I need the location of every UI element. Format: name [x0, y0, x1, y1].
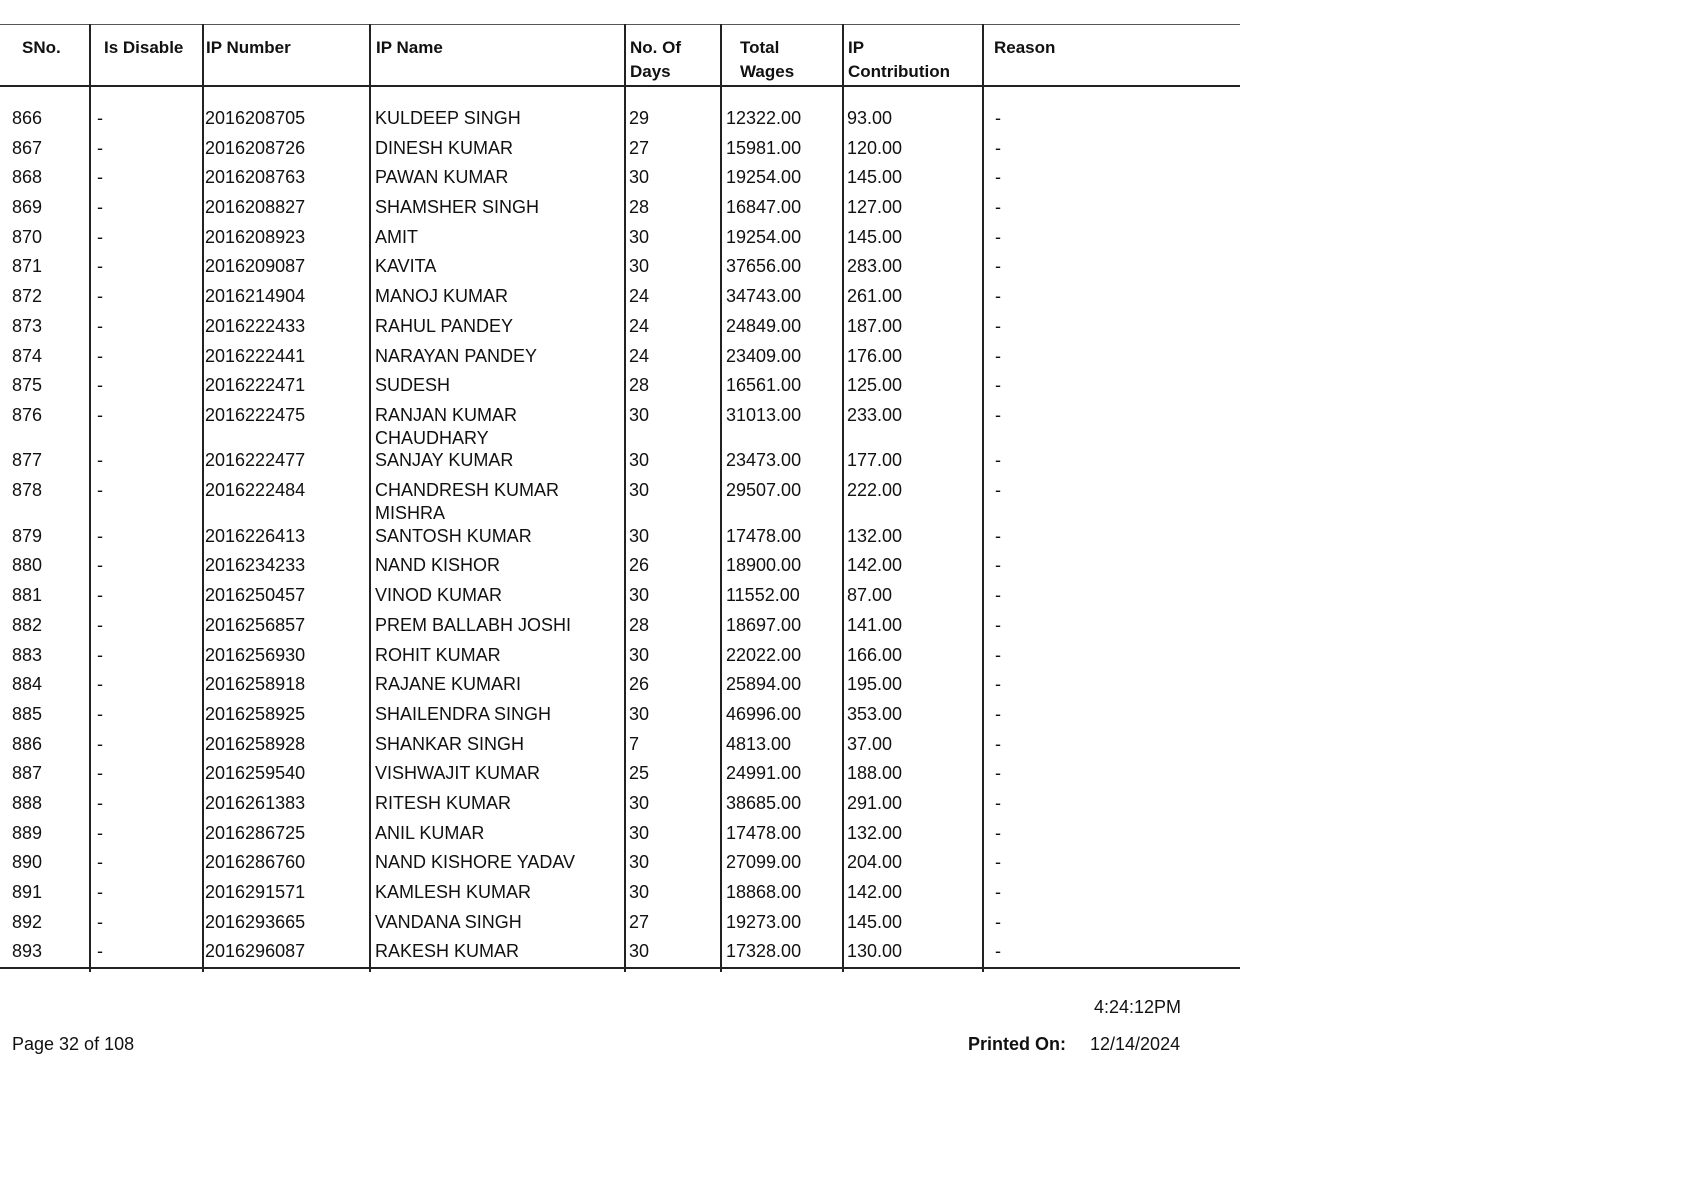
- cell-total-wages: 16561.00: [726, 375, 802, 396]
- cell-days: 27: [629, 137, 650, 158]
- cell-total-wages: 27099.00: [726, 852, 802, 873]
- cell-reason: -: [995, 614, 1001, 635]
- cell-ip-contribution: 120.00: [847, 137, 903, 158]
- cell-ip-name: VINOD KUMAR: [375, 585, 503, 606]
- cell-days: 26: [629, 674, 650, 695]
- cell-ip-contribution: 177.00: [847, 450, 903, 471]
- cell-days: 30: [629, 822, 650, 843]
- table-row: [0, 819, 1240, 849]
- cell-is-disable: -: [97, 733, 103, 754]
- cell-days: 24: [629, 315, 650, 336]
- cell-reason: -: [995, 555, 1001, 576]
- cell-sno: 884: [12, 674, 43, 695]
- table-row: [0, 551, 1240, 581]
- header-sno: SNo.: [22, 38, 61, 57]
- cell-ip-contribution: 145.00: [847, 167, 903, 188]
- cell-total-wages: 23473.00: [726, 450, 802, 471]
- cell-total-wages: 46996.00: [726, 703, 802, 724]
- cell-total-wages: 23409.00: [726, 345, 802, 366]
- cell-ip-contribution: 291.00: [847, 792, 903, 813]
- cell-days: 30: [629, 792, 650, 813]
- cell-sno: 866: [12, 108, 43, 128]
- cell-total-wages: 31013.00: [726, 404, 802, 425]
- cell-is-disable: -: [97, 404, 103, 425]
- cell-reason: -: [995, 822, 1001, 843]
- cell-ip-contribution: 142.00: [847, 882, 903, 902]
- cell-total-wages: 22022.00: [726, 644, 802, 665]
- cell-ip-name: NAND KISHORE YADAV: [375, 852, 576, 873]
- print-date: 12/14/2024: [1090, 1034, 1181, 1054]
- cell-reason: -: [995, 941, 1001, 962]
- table-row: [0, 371, 1240, 401]
- cell-ip-name: RITESH KUMAR: [375, 792, 512, 813]
- cell-ip-number: 2016214904: [205, 286, 306, 307]
- cell-days: 7: [629, 733, 640, 754]
- table-row: [0, 522, 1240, 552]
- cell-is-disable: -: [97, 480, 103, 501]
- cell-sno: 867: [12, 137, 43, 158]
- cell-sno: 888: [12, 792, 43, 813]
- cell-ip-contribution: 132.00: [847, 822, 903, 843]
- cell-ip-contribution: 125.00: [847, 375, 903, 396]
- cell-days: 30: [629, 703, 650, 724]
- cell-total-wages: 29507.00: [726, 480, 802, 501]
- header-wages-line1: Total: [740, 38, 780, 57]
- cell-ip-number: 2016258918: [205, 674, 306, 695]
- cell-ip-number: 2016222441: [205, 345, 306, 366]
- cell-ip-number: 2016208763: [205, 167, 306, 188]
- cell-total-wages: 15981.00: [726, 137, 802, 158]
- cell-ip-contribution: 145.00: [847, 911, 903, 932]
- cell-is-disable: -: [97, 197, 103, 218]
- cell-days: 30: [629, 585, 650, 606]
- cell-reason: -: [995, 792, 1001, 813]
- table-row: [0, 937, 1240, 967]
- cell-ip-name: SUDESH: [375, 375, 451, 396]
- table-row: [0, 878, 1240, 908]
- cell-days: 28: [629, 375, 650, 396]
- cell-reason: -: [995, 852, 1001, 873]
- cell-days: 30: [629, 450, 650, 471]
- cell-ip-name: AMIT: [375, 226, 418, 247]
- cell-total-wages: 34743.00: [726, 286, 802, 307]
- cell-ip-number: 2016286725: [205, 822, 306, 843]
- cell-days: 30: [629, 852, 650, 873]
- cell-sno: 883: [12, 644, 43, 665]
- table-row: [0, 282, 1240, 312]
- cell-ip-name: ANIL KUMAR: [375, 822, 485, 843]
- cell-is-disable: -: [97, 941, 103, 962]
- cell-ip-number: 2016222484: [205, 480, 306, 501]
- cell-sno: 878: [12, 480, 43, 501]
- cell-days: 25: [629, 763, 650, 784]
- header-days-line1: No. Of: [630, 38, 681, 57]
- header-contribution-line1: IP: [848, 38, 865, 57]
- cell-reason: -: [995, 315, 1001, 336]
- cell-ip-contribution: 166.00: [847, 644, 903, 665]
- cell-sno: 869: [12, 197, 43, 218]
- table-row: [0, 581, 1240, 611]
- cell-is-disable: -: [97, 315, 103, 336]
- cell-sno: 881: [12, 585, 43, 606]
- cell-reason: -: [995, 480, 1001, 501]
- cell-total-wages: 18868.00: [726, 882, 802, 902]
- table-row: [0, 312, 1240, 342]
- header-reason: Reason: [994, 38, 1056, 57]
- cell-ip-name: PAWAN KUMAR: [375, 167, 509, 188]
- header-wages-line2: Wages: [740, 62, 795, 81]
- cell-total-wages: 19254.00: [726, 226, 802, 247]
- printed-on-label: Printed On:: [968, 1034, 1066, 1054]
- cell-total-wages: 4813.00: [726, 733, 792, 754]
- cell-reason: -: [995, 733, 1001, 754]
- cell-ip-contribution: 141.00: [847, 614, 903, 635]
- cell-reason: -: [995, 197, 1001, 218]
- cell-ip-contribution: 261.00: [847, 286, 903, 307]
- cell-reason: -: [995, 703, 1001, 724]
- cell-sno: 875: [12, 375, 43, 396]
- cell-sno: 877: [12, 450, 43, 471]
- cell-ip-number: 2016208923: [205, 226, 306, 247]
- cell-sno: 891: [12, 882, 43, 902]
- table-row: [0, 163, 1240, 193]
- cell-sno: 880: [12, 555, 43, 576]
- cell-ip-contribution: 195.00: [847, 674, 903, 695]
- print-time: 4:24:12PM: [1094, 997, 1182, 1017]
- cell-reason: -: [995, 404, 1001, 425]
- cell-sno: 876: [12, 404, 43, 425]
- table-row: [0, 401, 1240, 447]
- cell-reason: -: [995, 763, 1001, 784]
- cell-is-disable: -: [97, 703, 103, 724]
- cell-ip-number: 2016286760: [205, 852, 306, 873]
- cell-sno: 892: [12, 911, 43, 932]
- cell-days: 24: [629, 345, 650, 366]
- table-row: [0, 446, 1240, 476]
- cell-sno: 887: [12, 763, 43, 784]
- cell-ip-name: SHAILENDRA SINGH: [375, 703, 552, 724]
- cell-total-wages: 24991.00: [726, 763, 802, 784]
- cell-reason: -: [995, 644, 1001, 665]
- cell-total-wages: 11552.00: [726, 585, 800, 606]
- cell-total-wages: 17478.00: [726, 525, 802, 546]
- cell-is-disable: -: [97, 555, 103, 576]
- cell-reason: -: [995, 525, 1001, 546]
- cell-ip-contribution: 176.00: [847, 345, 903, 366]
- cell-sno: 893: [12, 941, 43, 962]
- table-row: [0, 476, 1240, 522]
- cell-ip-name: KULDEEP SINGH: [375, 108, 521, 128]
- cell-total-wages: 17478.00: [726, 822, 802, 843]
- header-wages: [740, 24, 794, 85]
- cell-is-disable: -: [97, 108, 103, 128]
- cell-days: 30: [629, 644, 650, 665]
- cell-ip-name: SHAMSHER SINGH: [375, 197, 540, 218]
- table-row: [0, 342, 1240, 372]
- cell-total-wages: 25894.00: [726, 674, 802, 695]
- cell-ip-number: 2016258928: [205, 733, 306, 754]
- table-row: [0, 223, 1240, 253]
- cell-sno: 871: [12, 256, 43, 277]
- cell-ip-name: PREM BALLABH JOSHI: [375, 614, 572, 635]
- cell-ip-contribution: 283.00: [847, 256, 903, 277]
- cell-ip-name: KAMLESH KUMAR: [375, 882, 532, 902]
- cell-ip-contribution: 87.00: [847, 585, 893, 606]
- table-row: [0, 730, 1240, 760]
- cell-ip-name: RAKESH KUMAR: [375, 941, 520, 962]
- cell-days: 30: [629, 226, 650, 247]
- cell-ip-number: 2016258925: [205, 703, 306, 724]
- cell-sno: 889: [12, 822, 43, 843]
- cell-ip-number: 2016208705: [205, 108, 306, 128]
- table-bottom-border: [0, 967, 1240, 969]
- cell-days: 28: [629, 614, 650, 635]
- cell-is-disable: -: [97, 585, 103, 606]
- cell-total-wages: 19273.00: [726, 911, 802, 932]
- table-row: [0, 848, 1240, 878]
- cell-reason: -: [995, 226, 1001, 247]
- cell-ip-contribution: 204.00: [847, 852, 903, 873]
- cell-ip-contribution: 222.00: [847, 480, 903, 501]
- cell-is-disable: -: [97, 450, 103, 471]
- cell-ip-contribution: 353.00: [847, 703, 903, 724]
- cell-reason: -: [995, 345, 1001, 366]
- cell-days: 30: [629, 167, 650, 188]
- cell-is-disable: -: [97, 852, 103, 873]
- cell-total-wages: 38685.00: [726, 792, 802, 813]
- cell-is-disable: -: [97, 167, 103, 188]
- cell-days: 28: [629, 197, 650, 218]
- cell-days: 30: [629, 256, 650, 277]
- cell-is-disable: -: [97, 763, 103, 784]
- cell-is-disable: -: [97, 256, 103, 277]
- cell-is-disable: -: [97, 345, 103, 366]
- header-contribution: [848, 24, 950, 85]
- cell-sno: 886: [12, 733, 43, 754]
- cell-total-wages: 19254.00: [726, 167, 802, 188]
- cell-days: 29: [629, 108, 650, 128]
- cell-reason: -: [995, 375, 1001, 396]
- table-body: [0, 104, 1240, 967]
- table-row: [0, 611, 1240, 641]
- cell-sno: 879: [12, 525, 43, 546]
- cell-ip-contribution: 233.00: [847, 404, 903, 425]
- cell-reason: -: [995, 286, 1001, 307]
- header-days: [630, 24, 681, 85]
- page-indicator: Page 32 of 108: [12, 1034, 135, 1054]
- cell-sno: 882: [12, 614, 43, 635]
- header-bottom-border: [0, 85, 1240, 87]
- cell-ip-name: SHANKAR SINGH: [375, 733, 525, 754]
- cell-ip-number: 2016208827: [205, 197, 306, 218]
- cell-ip-number: 2016222433: [205, 315, 306, 336]
- cell-ip-contribution: 145.00: [847, 226, 903, 247]
- cell-ip-number: 2016234233: [205, 555, 306, 576]
- cell-reason: -: [995, 585, 1001, 606]
- cell-ip-number: 2016208726: [205, 137, 306, 158]
- cell-reason: -: [995, 137, 1001, 158]
- cell-is-disable: -: [97, 226, 103, 247]
- cell-days: 30: [629, 882, 650, 902]
- cell-total-wages: 37656.00: [726, 256, 802, 277]
- cell-reason: -: [995, 882, 1001, 902]
- table-row: [0, 134, 1240, 164]
- cell-ip-number: 2016261383: [205, 792, 306, 813]
- cell-ip-number: 2016259540: [205, 763, 306, 784]
- header-ip-name: IP Name: [376, 38, 443, 57]
- cell-ip-name: NARAYAN PANDEY: [375, 345, 538, 366]
- cell-reason: -: [995, 450, 1001, 471]
- cell-is-disable: -: [97, 375, 103, 396]
- cell-is-disable: -: [97, 644, 103, 665]
- cell-ip-number: 2016293665: [205, 911, 306, 932]
- header-contribution-line2: Contribution: [848, 62, 950, 81]
- cell-ip-contribution: 93.00: [847, 108, 893, 128]
- cell-ip-name: RANJAN KUMAR CHAUDHARY: [375, 404, 518, 448]
- cell-is-disable: -: [97, 614, 103, 635]
- cell-sno: 890: [12, 852, 43, 873]
- cell-total-wages: 18900.00: [726, 555, 802, 576]
- cell-is-disable: -: [97, 882, 103, 902]
- cell-sno: 874: [12, 345, 43, 366]
- cell-total-wages: 17328.00: [726, 941, 802, 962]
- cell-reason: -: [995, 911, 1001, 932]
- cell-ip-contribution: 187.00: [847, 315, 903, 336]
- cell-is-disable: -: [97, 822, 103, 843]
- cell-sno: 872: [12, 286, 43, 307]
- cell-ip-number: 2016222471: [205, 375, 306, 396]
- cell-ip-name: NAND KISHOR: [375, 555, 501, 576]
- cell-reason: -: [995, 108, 1001, 128]
- cell-is-disable: -: [97, 674, 103, 695]
- cell-days: 26: [629, 555, 650, 576]
- cell-ip-contribution: 132.00: [847, 525, 903, 546]
- cell-is-disable: -: [97, 792, 103, 813]
- cell-days: 27: [629, 911, 650, 932]
- cell-ip-number: 2016222475: [205, 404, 306, 425]
- cell-ip-number: 2016256930: [205, 644, 306, 665]
- cell-is-disable: -: [97, 525, 103, 546]
- cell-sno: 885: [12, 703, 43, 724]
- cell-ip-name: ROHIT KUMAR: [375, 644, 501, 665]
- cell-sno: 868: [12, 167, 43, 188]
- cell-ip-name: SANJAY KUMAR: [375, 450, 514, 471]
- cell-ip-name: VISHWAJIT KUMAR: [375, 763, 541, 784]
- cell-sno: 870: [12, 226, 43, 247]
- cell-ip-number: 2016296087: [205, 941, 306, 962]
- header-is-disable: Is Disable: [104, 38, 184, 57]
- table-row: [0, 789, 1240, 819]
- cell-is-disable: -: [97, 911, 103, 932]
- cell-days: 30: [629, 525, 650, 546]
- table-row: [0, 104, 1240, 134]
- cell-days: 30: [629, 480, 650, 501]
- cell-ip-name: CHANDRESH KUMAR MISHRA: [375, 480, 560, 524]
- table-row: [0, 193, 1240, 223]
- cell-reason: -: [995, 167, 1001, 188]
- cell-days: 24: [629, 286, 650, 307]
- table-row: [0, 252, 1240, 282]
- cell-ip-number: 2016250457: [205, 585, 306, 606]
- cell-ip-name: VANDANA SINGH: [375, 911, 522, 932]
- cell-ip-contribution: 130.00: [847, 941, 903, 962]
- cell-ip-name: RAHUL PANDEY: [375, 315, 514, 336]
- cell-is-disable: -: [97, 286, 103, 307]
- cell-days: 30: [629, 404, 650, 425]
- table-row: [0, 700, 1240, 730]
- table-row: [0, 908, 1240, 938]
- cell-total-wages: 24849.00: [726, 315, 802, 336]
- cell-ip-contribution: 188.00: [847, 763, 903, 784]
- header-ip-number: IP Number: [206, 38, 291, 57]
- cell-reason: -: [995, 674, 1001, 695]
- table-row: [0, 759, 1240, 789]
- cell-ip-number: 2016222477: [205, 450, 306, 471]
- cell-ip-number: 2016291571: [205, 882, 306, 902]
- cell-ip-number: 2016209087: [205, 256, 306, 277]
- cell-total-wages: 18697.00: [726, 614, 802, 635]
- cell-sno: 873: [12, 315, 43, 336]
- cell-reason: -: [995, 256, 1001, 277]
- cell-ip-name: KAVITA: [375, 256, 437, 277]
- cell-total-wages: 16847.00: [726, 197, 802, 218]
- header-days-line2: Days: [630, 62, 671, 81]
- cell-ip-number: 2016256857: [205, 614, 306, 635]
- cell-ip-name: MANOJ KUMAR: [375, 286, 509, 307]
- table-row: [0, 641, 1240, 671]
- cell-ip-name: SANTOSH KUMAR: [375, 525, 532, 546]
- cell-is-disable: -: [97, 137, 103, 158]
- cell-ip-contribution: 37.00: [847, 733, 893, 754]
- cell-ip-number: 2016226413: [205, 525, 306, 546]
- cell-ip-contribution: 127.00: [847, 197, 903, 218]
- cell-total-wages: 12322.00: [726, 108, 802, 128]
- cell-ip-contribution: 142.00: [847, 555, 903, 576]
- cell-ip-name: DINESH KUMAR: [375, 137, 514, 158]
- cell-days: 30: [629, 941, 650, 962]
- cell-ip-name: RAJANE KUMARI: [375, 674, 522, 695]
- table-row: [0, 670, 1240, 700]
